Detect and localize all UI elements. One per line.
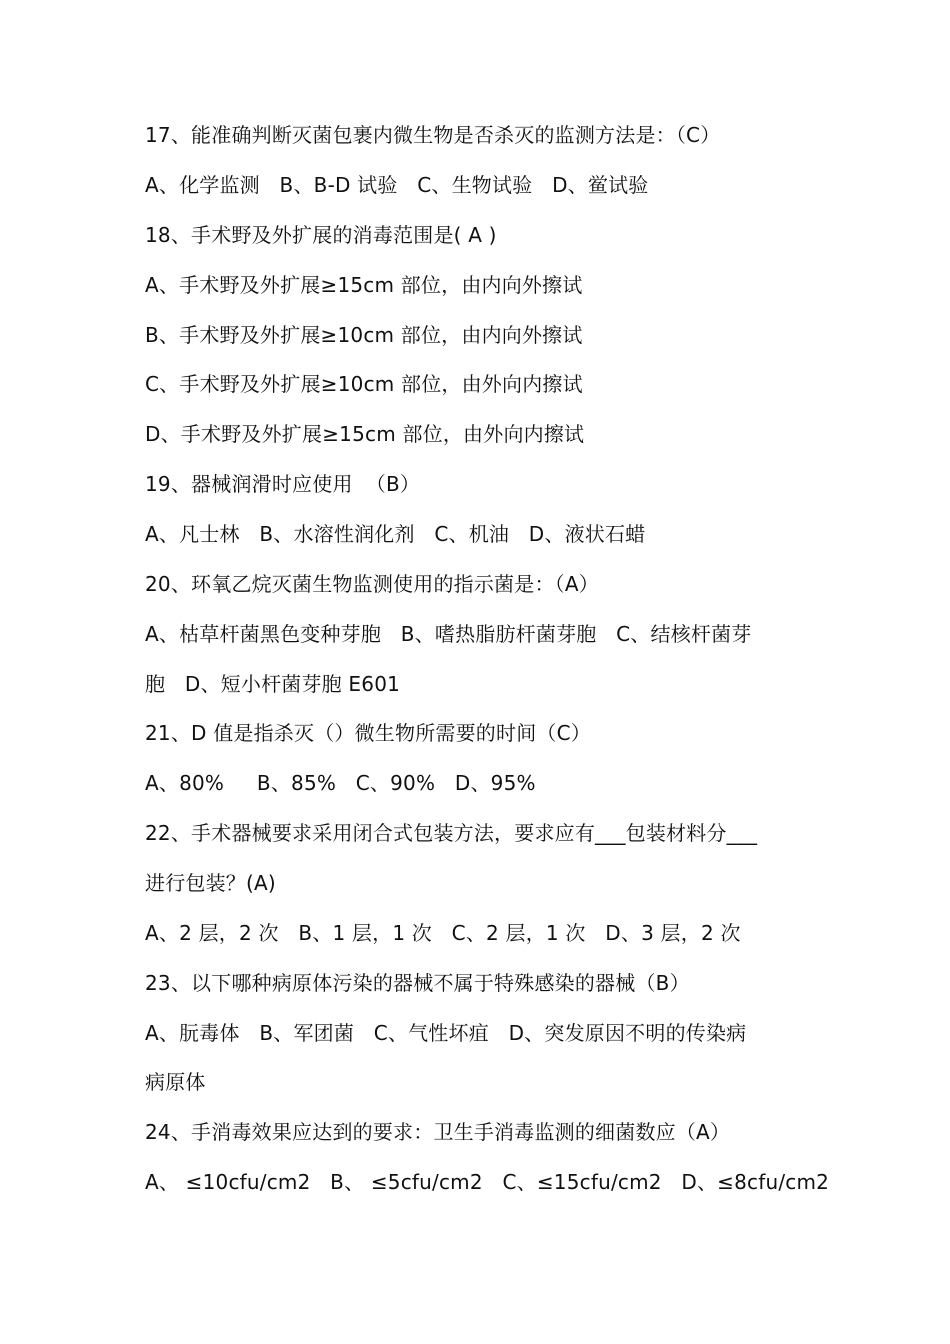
- question-20-options-line2: 胞 D、短小杆菌芽胞 E601: [145, 672, 401, 696]
- question-20-options-line1: A、枯草杆菌黑色变种芽胞 B、嗜热脂肪杆菌芽胞 C、结核杆菌芽: [145, 622, 752, 646]
- question-24: 24、手消毒效果应达到的要求：卫生手消毒监测的细菌数应（A）: [145, 1120, 731, 1144]
- question-18-option-c: C、手术野及外扩展≥10cm 部位，由外向内擦试: [145, 372, 583, 396]
- question-17: 17、能准确判断灭菌包裹内微生物是否杀灭的监测方法是：（C）: [145, 123, 721, 147]
- question-22-line2: 进行包装？(A): [145, 871, 276, 895]
- question-22-line1: 22、手术器械要求采用闭合式包装方法，要求应有___包装材料分___: [145, 821, 758, 845]
- question-24-options: A、 ≤10cfu/cm2 B、 ≤5cfu/cm2 C、≤15cfu/cm2 D、≤8cfu/cm2: [145, 1170, 830, 1194]
- question-18-option-a: A、手术野及外扩展≥15cm 部位，由内向外擦试: [145, 273, 583, 297]
- question-21-options: A、80% B、85% C、90% D、95%: [145, 771, 536, 795]
- question-18-option-d: D、手术野及外扩展≥15cm 部位，由外向内擦试: [145, 422, 585, 446]
- question-23: 23、以下哪种病原体污染的器械不属于特殊感染的器械（B）: [145, 971, 690, 995]
- question-19: 19、器械润滑时应使用 （B）: [145, 472, 421, 496]
- question-17-options: A、化学监测 B、B-D 试验 C、生物试验 D、鲎试验: [145, 173, 649, 197]
- question-19-options: A、凡士林 B、水溶性润化剂 C、机油 D、液状石蜡: [145, 522, 646, 546]
- question-23-options-line2: 病原体: [145, 1070, 206, 1094]
- question-18: 18、手术野及外扩展的消毒范围是( A ): [145, 223, 497, 247]
- question-21: 21、D 值是指杀灭（）微生物所需要的时间（C）: [145, 721, 591, 745]
- question-18-option-b: B、手术野及外扩展≥10cm 部位，由内向外擦试: [145, 323, 583, 347]
- question-22-options: A、2 层，2 次 B、1 层，1 次 C、2 层，1 次 D、3 层，2 次: [145, 921, 741, 945]
- question-20: 20、环氧乙烷灭菌生物监测使用的指示菌是：（A）: [145, 572, 599, 596]
- question-23-options-line1: A、朊毒体 B、军团菌 C、气性坏疽 D、突发原因不明的传染病: [145, 1021, 747, 1045]
